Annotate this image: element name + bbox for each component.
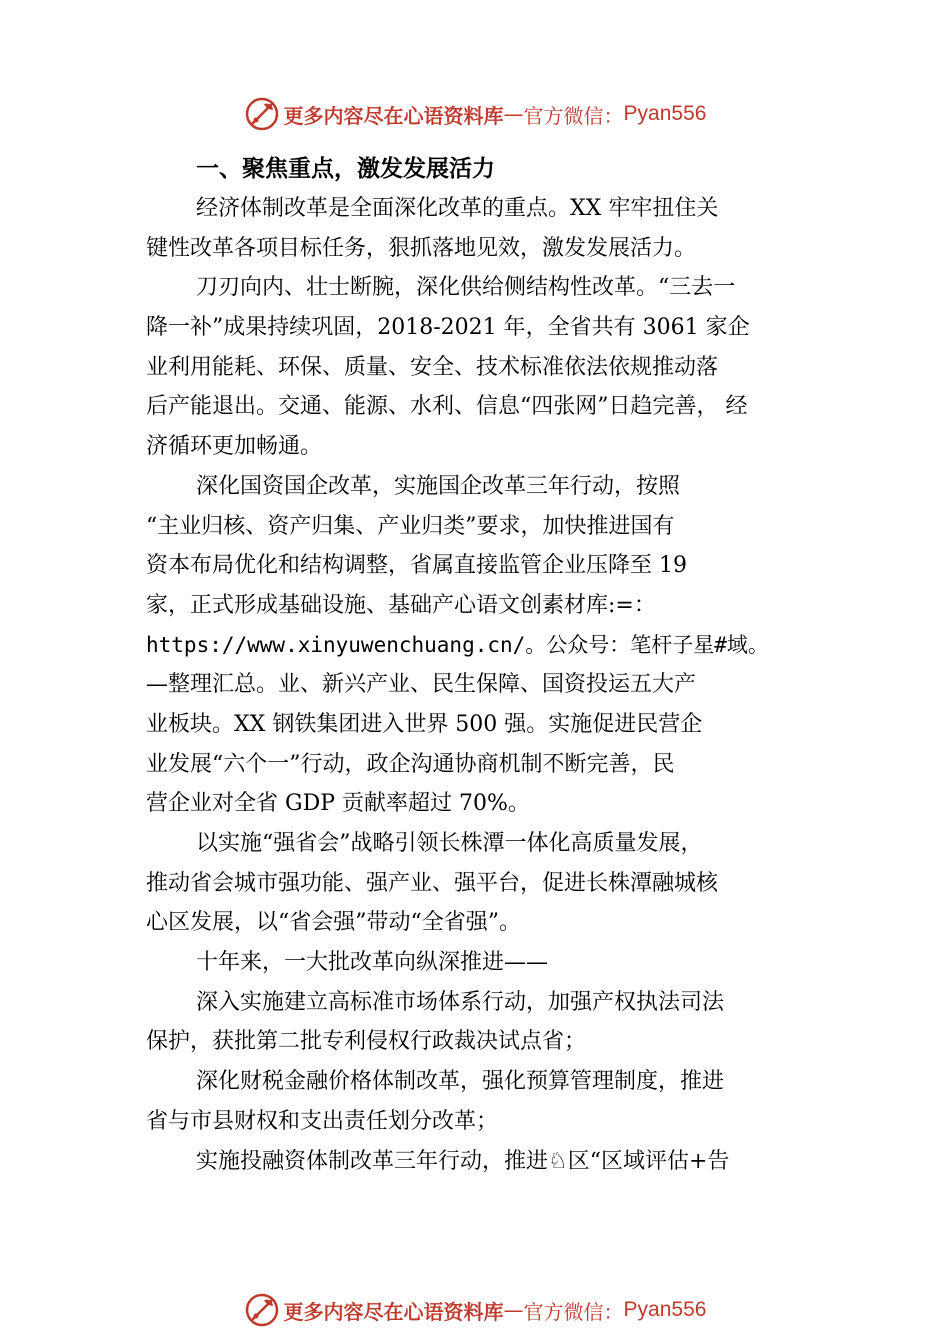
paragraph-line: 济循环更加畅通。 <box>146 434 323 460</box>
paragraph-line: 业板块。XX 钢铁集团进入世界 500 强。实施促进民营企 <box>146 711 703 737</box>
paragraph-line: 实施投融资体制改革三年行动，推进♘区“区域评估+告 <box>196 1148 730 1174</box>
paragraph-line: 保护，获批第二批专利侵权行政裁决试点省； <box>146 1029 587 1055</box>
paragraph-line: 深化财税金融价格体制改革，强化预算管理制度，推进 <box>196 1069 725 1095</box>
paragraph-line: 营企业对全省 GDP 贡献率超过 70%。 <box>146 791 530 817</box>
paragraph <box>146 467 811 824</box>
paragraph <box>146 1142 811 1182</box>
footer-banner <box>0 1290 950 1330</box>
paragraph <box>146 983 811 1062</box>
banner-wechat-id: Pyan556 <box>623 1298 707 1321</box>
banner-site-text: 更多内容尽在心语资料库 <box>283 103 504 128</box>
quill-seal-icon <box>244 96 280 132</box>
paragraph-line: 心区发展，以“省会强”带动“全省强”。 <box>146 910 521 936</box>
paragraph-line: 推动省会城市强功能、强产业、强平台，促进长株潭融城核 <box>146 870 719 896</box>
banner-wechat-id: Pyan556 <box>623 102 707 125</box>
paragraph-line: 后产能退出。交通、能源、水利、信息“四张网”日趋完善， 经 <box>146 394 748 420</box>
banner-dash: — <box>503 1298 524 1322</box>
quill-seal-icon <box>244 1292 280 1328</box>
paragraph-line: 业发展“六个一”行动，政企沟通协商机制不断完善，民 <box>146 751 675 777</box>
header-banner <box>0 94 950 134</box>
paragraph-line: 键性改革各项目标任务，狠抓落地见效，激发发展活力。 <box>146 235 697 261</box>
paragraph-line: 以实施“强省会”战略引领长株潭一体化高质量发展， <box>196 831 703 856</box>
paragraph-line: 省与市县财权和支出责任划分改革； <box>146 1108 499 1134</box>
paragraph-list <box>146 189 811 1181</box>
paragraph-line: 深化国资国企改革，实施国企改革三年行动，按照 <box>196 473 681 499</box>
paragraph <box>146 943 811 983</box>
paragraph-line: 资本布局优化和结构调整，省属直接监管企业压降至 19 <box>146 553 687 579</box>
document-body <box>146 149 811 1181</box>
paragraph-line: 业利用能耗、环保、质量、安全、技术标准依法依规推动落 <box>146 354 719 380</box>
paragraph-line: —整理汇总。业、新兴产业、民生保障、国资投运五大产 <box>146 672 697 698</box>
banner-wechat-label: 官方微信： <box>523 103 624 128</box>
paragraph <box>146 268 811 466</box>
paragraph-line: 降一补”成果持续巩固，2018-2021 年，全省共有 3061 家企 <box>146 315 750 341</box>
paragraph-line: 经济体制改革是全面深化改革的重点。XX 牢牢扭住关 <box>196 196 719 221</box>
section-heading: 一、聚焦重点，激发发展活力 <box>196 156 495 182</box>
paragraph <box>146 189 811 268</box>
paragraph <box>146 824 811 943</box>
banner-wechat-label: 官方微信： <box>523 1299 624 1324</box>
paragraph-line: https://www.xinyuwenchuang.cn/。公众号：笔杆子星#域。 <box>146 632 769 657</box>
paragraph-line: 家，正式形成基础设施、基础产心语文创素材库:=： <box>146 592 656 618</box>
paragraph-line: 十年来，一大批改革向纵深推进—— <box>196 950 549 976</box>
paragraph-line: 刀刃向内、壮士断腕，深化供给侧结构性改革。“三去一 <box>196 275 736 301</box>
paragraph-line: 深入实施建立高标准市场体系行动，加强产权执法司法 <box>196 989 725 1015</box>
banner-site-text: 更多内容尽在心语资料库 <box>283 1299 504 1324</box>
banner-dash: — <box>503 102 524 126</box>
paragraph-line: “主业归核、资产归集、产业归类”要求，加快推进国有 <box>146 513 675 539</box>
paragraph <box>146 1062 811 1141</box>
